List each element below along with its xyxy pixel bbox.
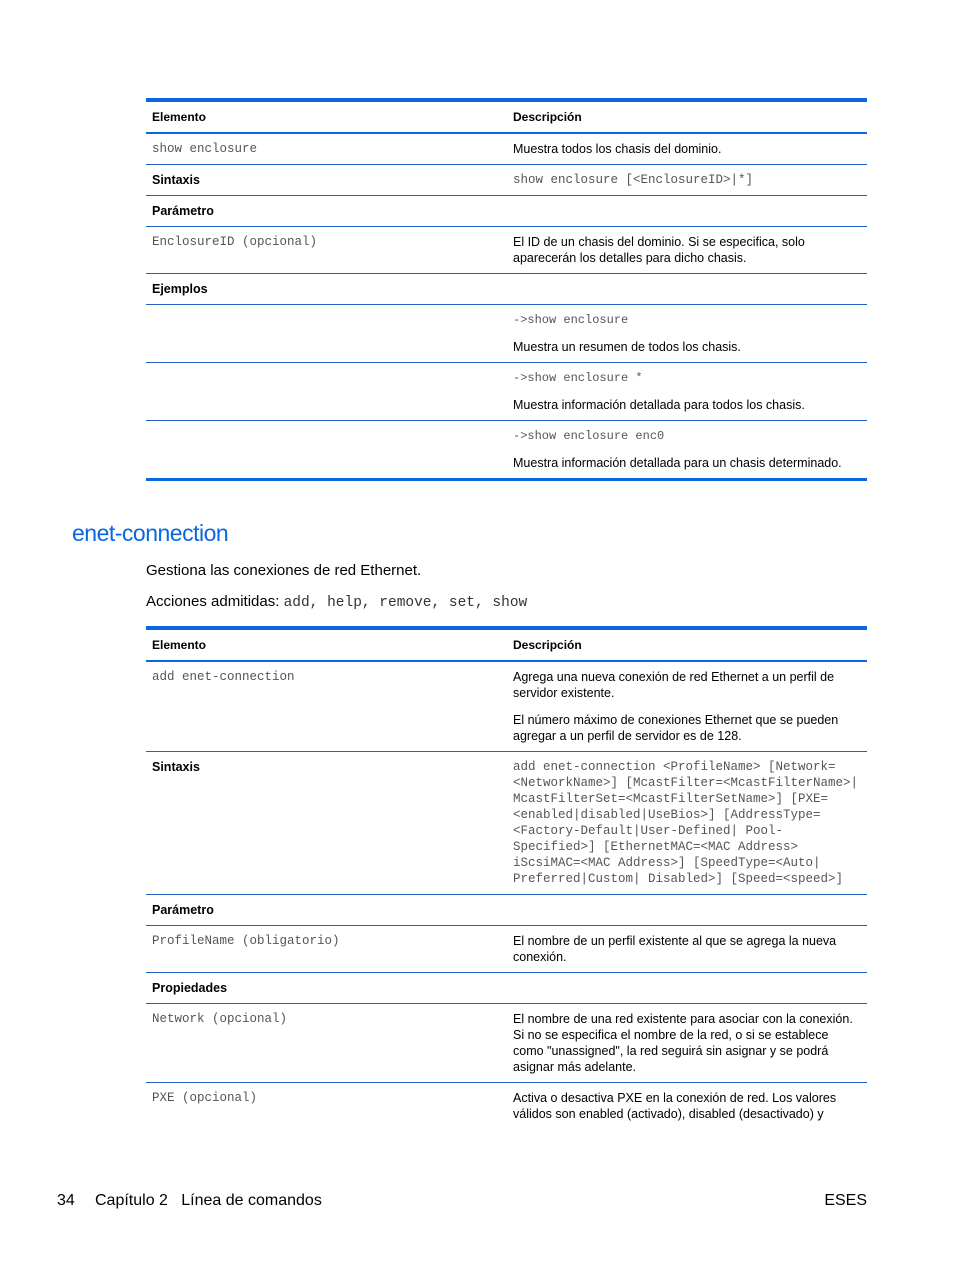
parameter-name-cell: ProfileName (obligatorio) (146, 926, 507, 973)
header-elemento: Elemento (146, 100, 507, 133)
example-cell (507, 363, 867, 421)
syntax-cell: add enet-connection <ProfileName> [Network=<NetworkName>] [McastFilter=<McastFilterName>| McastFilterSet=<McastFilterSetName>] [PXE=<enabled|disabled|UseBios>] [AddressType=<Factory-Default|User-Defined| Pool-Specified>] [EthernetMAC=<MAC Address> iScsiMAC=<MAC Address>] [SpeedType=<Auto| Preferred|Custom| Disabled>] [Speed=<speed>] (507, 752, 867, 895)
description-cell (507, 661, 867, 752)
table-row (146, 196, 867, 227)
table-header-row (146, 628, 867, 661)
description-cell: Activa o desactiva PXE en la conexión de red. Los valores válidos son enabled (activado), disabled (desactivado) y (513, 1091, 837, 1121)
example-cell (507, 421, 867, 480)
page-number: 34 (57, 1192, 75, 1209)
empty-cell (507, 274, 867, 305)
parameter-label: Parámetro (146, 895, 507, 926)
table-row (146, 926, 867, 973)
example-command: ->show enclosure * (513, 371, 643, 385)
table-row (146, 305, 867, 363)
parameter-name-cell: EnclosureID (opcional) (146, 227, 507, 274)
table-row (146, 895, 867, 926)
empty-cell (507, 895, 867, 926)
header-descripcion: Descripción (507, 100, 867, 133)
empty-cell (146, 421, 507, 480)
syntax-label: Sintaxis (146, 165, 507, 196)
section-title: enet-connection (72, 520, 229, 546)
examples-label: Ejemplos (146, 274, 507, 305)
command-cell: show enclosure (146, 133, 507, 165)
empty-cell (507, 196, 867, 227)
properties-label: Propiedades (146, 973, 507, 1004)
description-cell: El nombre de un perfil existente al que se agrega la nueva conexión. (507, 926, 867, 973)
table-row (146, 227, 867, 274)
language-code: ESES (824, 1192, 867, 1209)
table-row (146, 1004, 867, 1083)
description-paragraph: El número máximo de conexiones Ethernet que se pueden agregar a un perfil de servidor es de 128. (513, 713, 839, 743)
supported-actions: Acciones admitidas: add, help, remove, set, show (146, 593, 528, 611)
table-row (146, 133, 867, 165)
example-cell (507, 305, 867, 363)
command-cell: add enet-connection (146, 661, 507, 752)
parameter-label: Parámetro (146, 196, 507, 227)
header-descripcion: Descripción (507, 628, 867, 661)
description-paragraph: Agrega una nueva conexión de red Ethernet a un perfil de servidor existente. (513, 670, 835, 700)
table-row (146, 661, 867, 752)
table-row (146, 274, 867, 305)
table-row (146, 165, 867, 196)
property-name-cell: Network (opcional) (146, 1004, 507, 1083)
example-description: Muestra información detallada para todos los chasis. (513, 398, 805, 412)
actions-value: add, help, remove, set, show (283, 595, 528, 611)
actions-label: Acciones admitidas (146, 593, 276, 610)
syntax-label: Sintaxis (146, 752, 507, 895)
empty-cell (146, 305, 507, 363)
example-description: Muestra un resumen de todos los chasis. (513, 340, 741, 354)
chapter-title: Capítulo 2 Línea de comandos (95, 1192, 322, 1209)
table-row (146, 752, 867, 895)
table-header-row (146, 100, 867, 133)
example-description: Muestra información detallada para un chasis determinado. (513, 456, 842, 470)
header-elemento: Elemento (146, 628, 507, 661)
table-row (146, 1083, 867, 1130)
enet-connection-table (146, 626, 867, 1129)
description-cell: Muestra todos los chasis del dominio. (507, 133, 867, 165)
description-cell: El ID de un chasis del dominio. Si se especifica, solo aparecerán los detalles para dicho chasis. (507, 227, 867, 274)
section-intro: Gestiona las conexiones de red Ethernet. (146, 562, 422, 579)
enclosure-table (146, 98, 867, 481)
description-cell: El nombre de una red existente para asociar con la conexión. Si no se especifica el nombre de la red, o si se establece como "unassigned", la red seguirá sin asignar y se podrá asignar más adelante. (507, 1004, 867, 1083)
table-row (146, 363, 867, 421)
example-command: ->show enclosure enc0 (513, 429, 665, 443)
empty-cell (146, 363, 507, 421)
empty-cell (507, 973, 867, 1004)
table-row (146, 973, 867, 1004)
syntax-cell: show enclosure [<EnclosureID>|*] (507, 165, 867, 196)
table-row (146, 421, 867, 480)
example-command: ->show enclosure (513, 313, 629, 327)
property-name-cell: PXE (opcional) (152, 1091, 258, 1105)
